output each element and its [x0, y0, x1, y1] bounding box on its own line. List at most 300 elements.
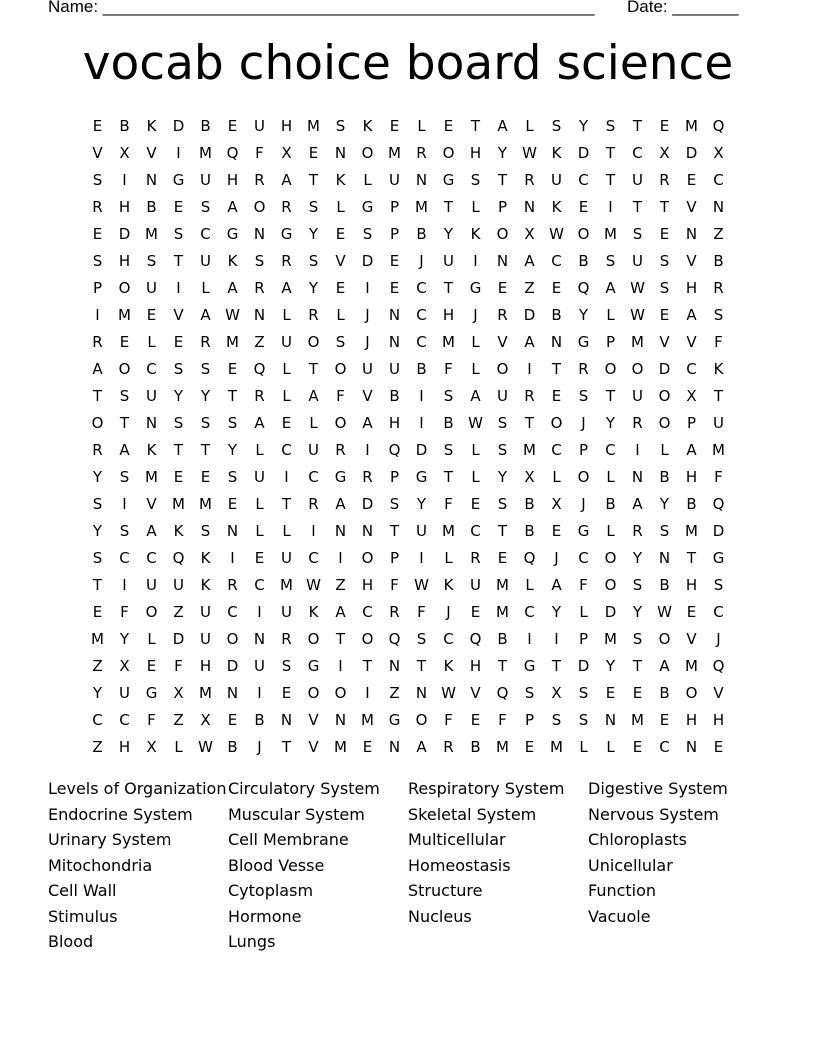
- grid-letter: O: [91, 413, 104, 432]
- grid-letter: A: [524, 251, 535, 270]
- grid-letter: X: [713, 143, 724, 162]
- grid-letter: L: [282, 305, 291, 324]
- grid-letter: T: [308, 359, 319, 378]
- puzzle-title: vocab choice board science: [82, 36, 734, 91]
- grid-letter: K: [146, 116, 157, 135]
- grid-letter: O: [334, 683, 347, 702]
- grid-letter: E: [659, 305, 670, 324]
- grid-letter: E: [173, 467, 184, 486]
- grid-letter: O: [307, 683, 320, 702]
- grid-letter: D: [172, 629, 185, 648]
- grid-letter: S: [119, 386, 130, 405]
- worksheet-header: [48, 0, 740, 19]
- grid-letter: T: [470, 116, 481, 135]
- grid-letter: M: [496, 737, 509, 756]
- grid-letter: R: [92, 440, 103, 459]
- grid-letter: T: [389, 521, 400, 540]
- grid-letter: E: [605, 683, 616, 702]
- grid-letter: P: [389, 224, 400, 243]
- grid-letter: H: [118, 251, 131, 270]
- grid-letter: L: [471, 332, 480, 351]
- grid-letter: X: [146, 737, 157, 756]
- grid-letter: S: [92, 494, 103, 513]
- grid-letter: V: [173, 305, 184, 324]
- grid-letter: C: [416, 305, 427, 324]
- grid-letter: H: [199, 656, 212, 675]
- grid-letter: V: [362, 386, 373, 405]
- grid-letter: I: [554, 629, 559, 648]
- letter-grid: [84, 112, 732, 760]
- grid-letter: F: [498, 710, 507, 729]
- grid-letter: D: [604, 602, 617, 621]
- grid-letter: I: [419, 386, 424, 405]
- grid-letter: D: [118, 224, 131, 243]
- grid-letter: U: [281, 548, 292, 567]
- grid-letter: A: [281, 170, 292, 189]
- grid-letter: A: [146, 521, 157, 540]
- grid-letter: I: [230, 548, 235, 567]
- grid-letter: Y: [200, 386, 211, 405]
- grid-letter: L: [255, 494, 264, 513]
- grid-letter: S: [92, 251, 103, 270]
- grid-letter: B: [659, 575, 670, 594]
- grid-letter: O: [226, 629, 239, 648]
- grid-letter: J: [581, 494, 586, 513]
- grid-letter: E: [551, 386, 562, 405]
- grid-letter: Q: [388, 629, 401, 648]
- grid-letter: B: [524, 521, 535, 540]
- grid-letter: L: [444, 548, 453, 567]
- grid-letter: R: [308, 494, 319, 513]
- grid-letter: A: [470, 386, 481, 405]
- grid-letter: M: [118, 305, 131, 324]
- grid-letter: O: [604, 548, 617, 567]
- grid-letter: B: [686, 494, 697, 513]
- grid-letter: B: [254, 710, 265, 729]
- grid-letter: I: [176, 278, 181, 297]
- grid-letter: E: [254, 548, 265, 567]
- grid-letter: R: [416, 143, 427, 162]
- grid-letter: K: [443, 575, 454, 594]
- word-list-item: Stimulus: [48, 906, 118, 926]
- grid-letter: B: [659, 683, 670, 702]
- grid-letter: E: [281, 413, 292, 432]
- grid-letter: S: [659, 278, 670, 297]
- grid-letter: I: [122, 494, 127, 513]
- grid-letter: V: [308, 710, 319, 729]
- grid-letter: K: [551, 143, 562, 162]
- word-list-item: Cell Membrane: [228, 830, 349, 850]
- grid-letter: E: [659, 116, 670, 135]
- grid-letter: A: [362, 413, 373, 432]
- grid-letter: T: [200, 440, 211, 459]
- word-list-item: Hormone: [228, 906, 302, 926]
- grid-letter: S: [551, 710, 562, 729]
- grid-letter: A: [659, 656, 670, 675]
- grid-letter: A: [119, 440, 130, 459]
- grid-letter: R: [497, 305, 508, 324]
- grid-letter: M: [145, 467, 158, 486]
- grid-letter: V: [686, 629, 697, 648]
- grid-letter: Y: [173, 386, 184, 405]
- grid-letter: S: [146, 251, 157, 270]
- word-list-item: Nucleus: [408, 906, 472, 926]
- grid-letter: V: [686, 251, 697, 270]
- grid-letter: L: [174, 737, 183, 756]
- grid-letter: S: [632, 224, 643, 243]
- grid-letter: M: [280, 575, 293, 594]
- grid-letter: O: [145, 602, 158, 621]
- grid-letter: S: [389, 494, 400, 513]
- grid-letter: A: [254, 413, 265, 432]
- word-list-item: Digestive System: [588, 779, 728, 799]
- grid-letter: X: [200, 710, 211, 729]
- grid-letter: L: [282, 386, 291, 405]
- grid-letter: S: [173, 413, 184, 432]
- grid-letter: G: [226, 224, 239, 243]
- grid-letter: C: [146, 359, 157, 378]
- grid-letter: M: [199, 143, 212, 162]
- grid-letter: C: [686, 359, 697, 378]
- grid-letter: Y: [578, 305, 589, 324]
- grid-letter: W: [225, 305, 240, 324]
- grid-letter: S: [713, 305, 724, 324]
- grid-letter: F: [255, 143, 264, 162]
- grid-letter: M: [496, 602, 509, 621]
- grid-letter: E: [146, 305, 157, 324]
- grid-letter: T: [713, 386, 724, 405]
- grid-letter: T: [659, 197, 670, 216]
- grid-letter: C: [92, 710, 103, 729]
- grid-letter: F: [417, 602, 426, 621]
- grid-letter: T: [524, 413, 535, 432]
- grid-letter: H: [442, 305, 455, 324]
- grid-letter: T: [632, 197, 643, 216]
- grid-letter: Z: [335, 575, 346, 594]
- word-list-item: Lungs: [228, 932, 276, 952]
- grid-letter: P: [497, 197, 508, 216]
- word-list-item: Unicellular: [588, 855, 673, 875]
- grid-letter: Y: [497, 467, 508, 486]
- grid-letter: T: [119, 413, 130, 432]
- grid-letter: K: [200, 548, 211, 567]
- grid-letter: N: [361, 521, 374, 540]
- grid-letter: H: [280, 116, 293, 135]
- grid-letter: T: [632, 656, 643, 675]
- grid-letter: U: [632, 251, 643, 270]
- grid-letter: E: [281, 683, 292, 702]
- grid-letter: T: [308, 170, 319, 189]
- grid-letter: G: [469, 278, 482, 297]
- grid-letter: K: [173, 521, 184, 540]
- grid-letter: D: [361, 494, 374, 513]
- grid-letter: J: [419, 251, 424, 270]
- grid-letter: R: [308, 305, 319, 324]
- grid-letter: U: [173, 575, 184, 594]
- grid-letter: Q: [226, 143, 239, 162]
- grid-letter: U: [389, 170, 400, 189]
- grid-letter: M: [199, 494, 212, 513]
- grid-letter: A: [551, 575, 562, 594]
- grid-letter: S: [92, 548, 103, 567]
- grid-letter: B: [416, 224, 427, 243]
- grid-letter: R: [578, 359, 589, 378]
- grid-letter: I: [473, 251, 478, 270]
- grid-letter: S: [632, 629, 643, 648]
- grid-letter: H: [118, 737, 131, 756]
- grid-letter: C: [146, 548, 157, 567]
- grid-letter: I: [257, 683, 262, 702]
- grid-letter: C: [308, 548, 319, 567]
- grid-letter: F: [174, 656, 183, 675]
- grid-letter: F: [579, 575, 588, 594]
- grid-letter: M: [712, 440, 725, 459]
- grid-letter: O: [658, 629, 671, 648]
- grid-letter: A: [92, 359, 103, 378]
- grid-letter: O: [577, 467, 590, 486]
- grid-letter: L: [255, 521, 264, 540]
- grid-letter: M: [388, 143, 401, 162]
- grid-letter: C: [254, 575, 265, 594]
- grid-letter: R: [92, 197, 103, 216]
- grid-letter: R: [470, 548, 481, 567]
- grid-letter: S: [308, 197, 319, 216]
- grid-letter: G: [415, 467, 428, 486]
- grid-letter: E: [389, 116, 400, 135]
- grid-letter: V: [686, 332, 697, 351]
- grid-letter: T: [497, 521, 508, 540]
- grid-letter: H: [226, 170, 239, 189]
- grid-letter: N: [253, 629, 266, 648]
- grid-letter: M: [172, 494, 185, 513]
- grid-letter: V: [713, 683, 724, 702]
- grid-letter: I: [284, 467, 289, 486]
- grid-letter: M: [226, 332, 239, 351]
- grid-letter: T: [605, 143, 616, 162]
- grid-letter: D: [685, 143, 698, 162]
- grid-letter: R: [254, 170, 265, 189]
- grid-letter: U: [254, 467, 265, 486]
- grid-letter: D: [415, 440, 428, 459]
- grid-letter: S: [551, 116, 562, 135]
- grid-letter: D: [577, 143, 590, 162]
- grid-letter: J: [581, 413, 586, 432]
- grid-letter: I: [122, 575, 127, 594]
- grid-letter: L: [606, 467, 615, 486]
- grid-letter: C: [200, 224, 211, 243]
- grid-letter: E: [173, 197, 184, 216]
- grid-letter: M: [685, 116, 698, 135]
- grid-letter: Z: [524, 278, 535, 297]
- grid-letter: Y: [605, 413, 616, 432]
- grid-letter: W: [522, 143, 537, 162]
- grid-letter: Q: [496, 683, 509, 702]
- grid-letter: E: [389, 278, 400, 297]
- grid-letter: E: [389, 251, 400, 270]
- word-list: [48, 776, 768, 955]
- grid-letter: H: [469, 143, 482, 162]
- name-line: Name: ____________________________________________________: [48, 0, 595, 16]
- grid-letter: Y: [119, 629, 130, 648]
- grid-letter: N: [685, 224, 698, 243]
- grid-letter: T: [92, 386, 103, 405]
- grid-letter: A: [605, 278, 616, 297]
- grid-letter: M: [199, 683, 212, 702]
- grid-letter: O: [685, 683, 698, 702]
- grid-letter: L: [282, 359, 291, 378]
- grid-letter: K: [443, 656, 454, 675]
- grid-letter: L: [471, 440, 480, 459]
- grid-letter: E: [659, 710, 670, 729]
- grid-letter: M: [604, 629, 617, 648]
- grid-letter: D: [658, 359, 671, 378]
- grid-letter: O: [307, 629, 320, 648]
- grid-letter: L: [525, 575, 534, 594]
- grid-letter: X: [551, 683, 562, 702]
- date-line: Date: _______: [627, 0, 739, 16]
- grid-letter: N: [631, 467, 644, 486]
- grid-letter: X: [119, 656, 130, 675]
- grid-letter: X: [659, 143, 670, 162]
- grid-letter: N: [523, 197, 536, 216]
- grid-letter: M: [685, 656, 698, 675]
- grid-letter: I: [527, 359, 532, 378]
- grid-letter: W: [441, 683, 456, 702]
- grid-letter: U: [632, 170, 643, 189]
- grid-letter: S: [416, 629, 427, 648]
- grid-letter: R: [443, 737, 454, 756]
- grid-letter: X: [119, 143, 130, 162]
- grid-letter: E: [92, 224, 103, 243]
- grid-letter: I: [338, 548, 343, 567]
- grid-letter: C: [416, 278, 427, 297]
- grid-letter: E: [551, 521, 562, 540]
- grid-letter: E: [227, 359, 238, 378]
- grid-letter: S: [470, 170, 481, 189]
- grid-letter: B: [497, 629, 508, 648]
- grid-letter: Z: [92, 656, 103, 675]
- grid-letter: A: [416, 737, 427, 756]
- grid-letter: E: [227, 494, 238, 513]
- grid-letter: L: [201, 278, 210, 297]
- grid-letter: T: [605, 386, 616, 405]
- grid-letter: Z: [389, 683, 400, 702]
- grid-letter: S: [578, 710, 589, 729]
- grid-letter: F: [444, 494, 453, 513]
- grid-letter: O: [496, 224, 509, 243]
- grid-letter: W: [630, 305, 645, 324]
- grid-letter: R: [92, 332, 103, 351]
- grid-letter: T: [443, 197, 454, 216]
- grid-letter: R: [362, 467, 373, 486]
- grid-letter: M: [361, 710, 374, 729]
- grid-letter: S: [92, 170, 103, 189]
- grid-letter: O: [118, 359, 131, 378]
- grid-letter: S: [200, 197, 211, 216]
- grid-letter: C: [713, 602, 724, 621]
- grid-letter: O: [604, 359, 617, 378]
- grid-letter: Z: [713, 224, 724, 243]
- grid-letter: I: [527, 629, 532, 648]
- grid-letter: E: [92, 602, 103, 621]
- grid-letter: U: [389, 359, 400, 378]
- grid-letter: T: [281, 737, 292, 756]
- grid-letter: X: [524, 224, 535, 243]
- grid-letter: Y: [416, 494, 427, 513]
- grid-letter: T: [362, 656, 373, 675]
- grid-letter: U: [146, 278, 157, 297]
- grid-letter: B: [659, 467, 670, 486]
- grid-letter: Y: [92, 683, 103, 702]
- grid-letter: R: [281, 197, 292, 216]
- grid-letter: H: [388, 413, 401, 432]
- grid-letter: O: [361, 548, 374, 567]
- grid-letter: W: [657, 602, 672, 621]
- grid-letter: S: [227, 467, 238, 486]
- grid-letter: Z: [173, 602, 184, 621]
- grid-letter: G: [172, 170, 185, 189]
- grid-letter: F: [714, 467, 723, 486]
- grid-letter: R: [254, 386, 265, 405]
- word-list-item: Skeletal System: [408, 804, 537, 824]
- grid-letter: U: [443, 251, 454, 270]
- grid-letter: T: [443, 467, 454, 486]
- grid-letter: M: [685, 521, 698, 540]
- grid-letter: T: [335, 629, 346, 648]
- grid-letter: I: [635, 440, 640, 459]
- grid-letter: U: [146, 386, 157, 405]
- grid-letter: G: [145, 683, 158, 702]
- grid-letter: O: [442, 143, 455, 162]
- grid-letter: A: [686, 440, 697, 459]
- grid-letter: S: [335, 116, 346, 135]
- grid-letter: H: [469, 656, 482, 675]
- grid-letter: I: [365, 683, 370, 702]
- grid-letter: Q: [712, 656, 725, 675]
- grid-letter: C: [443, 629, 454, 648]
- grid-letter: N: [253, 224, 266, 243]
- grid-letter: T: [551, 656, 562, 675]
- grid-letter: Y: [497, 143, 508, 162]
- grid-letter: S: [173, 359, 184, 378]
- grid-letter: S: [578, 683, 589, 702]
- grid-letter: L: [552, 467, 561, 486]
- grid-letter: D: [361, 251, 374, 270]
- grid-letter: L: [471, 359, 480, 378]
- grid-letter: S: [605, 251, 616, 270]
- grid-letter: F: [444, 359, 453, 378]
- grid-letter: S: [200, 359, 211, 378]
- word-list-item: Structure: [408, 881, 483, 901]
- grid-letter: J: [716, 629, 721, 648]
- grid-letter: B: [416, 359, 427, 378]
- grid-letter: H: [685, 575, 698, 594]
- grid-letter: R: [227, 575, 238, 594]
- grid-letter: T: [173, 440, 184, 459]
- grid-letter: N: [685, 737, 698, 756]
- grid-letter: G: [307, 656, 320, 675]
- word-list-item: Function: [588, 881, 657, 901]
- grid-letter: K: [713, 359, 724, 378]
- grid-letter: A: [686, 305, 697, 324]
- grid-letter: O: [361, 629, 374, 648]
- grid-letter: I: [311, 521, 316, 540]
- grid-letter: E: [200, 467, 211, 486]
- grid-letter: R: [335, 440, 346, 459]
- grid-letter: M: [631, 332, 644, 351]
- grid-letter: K: [335, 170, 346, 189]
- grid-letter: Q: [253, 359, 266, 378]
